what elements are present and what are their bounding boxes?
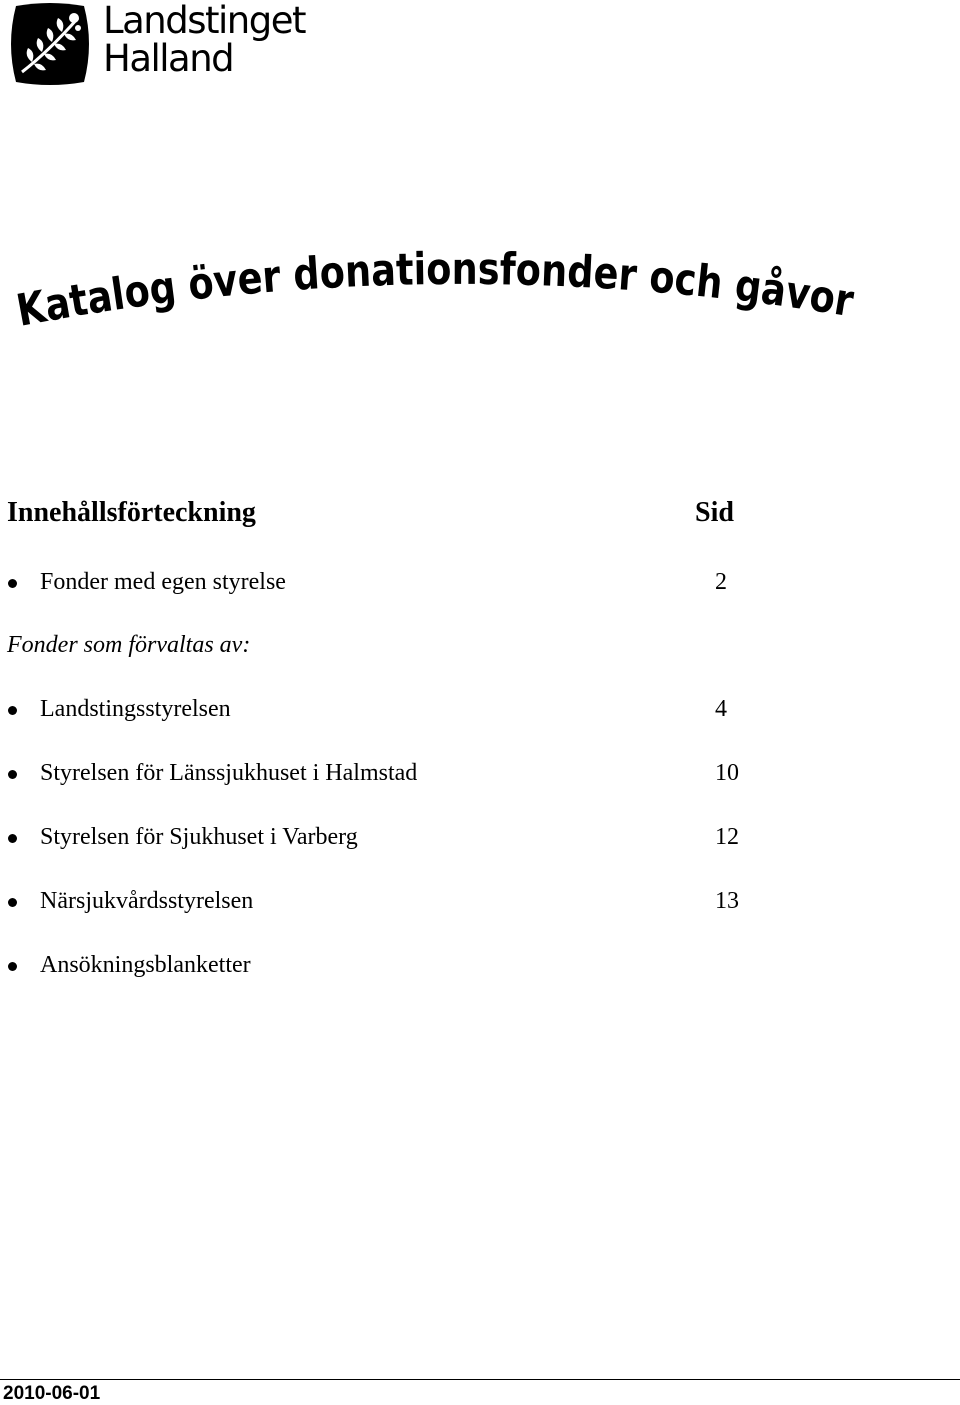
toc-item-page: 4 <box>715 696 727 722</box>
toc-item-page: 12 <box>715 824 739 850</box>
bullet-icon <box>8 770 17 779</box>
toc-item-page: 13 <box>715 888 739 914</box>
toc-item <box>0 824 760 858</box>
bullet-icon <box>8 579 17 588</box>
bullet-icon <box>8 706 17 715</box>
toc-heading-row <box>7 497 747 529</box>
toc-item-label: Fonder med egen styrelse <box>40 569 286 595</box>
document-title-path: Katalog över donationsfonder och gåvor <box>12 243 861 337</box>
bullet-icon <box>8 834 17 843</box>
toc-item <box>0 569 760 603</box>
toc-item <box>0 760 760 794</box>
logo-line-2: Halland <box>103 37 234 80</box>
toc-heading: Innehållsförteckning <box>7 497 256 528</box>
toc-subheading: Fonder som förvaltas av: <box>7 632 251 658</box>
document-title <box>10 243 870 338</box>
logo-text <box>103 2 305 78</box>
page-column-label: Sid <box>695 497 734 528</box>
logo <box>8 2 318 92</box>
footer-date: 2010-06-01 <box>3 1383 101 1404</box>
landstinget-halland-emblem-icon <box>8 2 92 86</box>
toc-item-page: 2 <box>715 569 727 595</box>
toc-item-label: Styrelsen för Sjukhuset i Varberg <box>40 824 358 850</box>
toc-item-label: Närsjukvårdsstyrelsen <box>40 888 254 914</box>
bullet-icon <box>8 898 17 907</box>
toc-item <box>0 696 760 730</box>
toc-item <box>0 888 760 922</box>
toc-item-label: Ansökningsblanketter <box>40 952 251 978</box>
toc-item-label: Styrelsen för Länssjukhuset i Halmstad <box>40 760 418 786</box>
document-title-text <box>12 243 861 337</box>
toc-item-label: Landstingsstyrelsen <box>40 696 231 722</box>
logo-line-1: Landstinget <box>103 0 305 42</box>
toc-item <box>0 952 760 986</box>
toc-item-page: 10 <box>715 760 739 786</box>
footer-divider <box>0 1379 960 1380</box>
bullet-icon <box>8 962 17 971</box>
